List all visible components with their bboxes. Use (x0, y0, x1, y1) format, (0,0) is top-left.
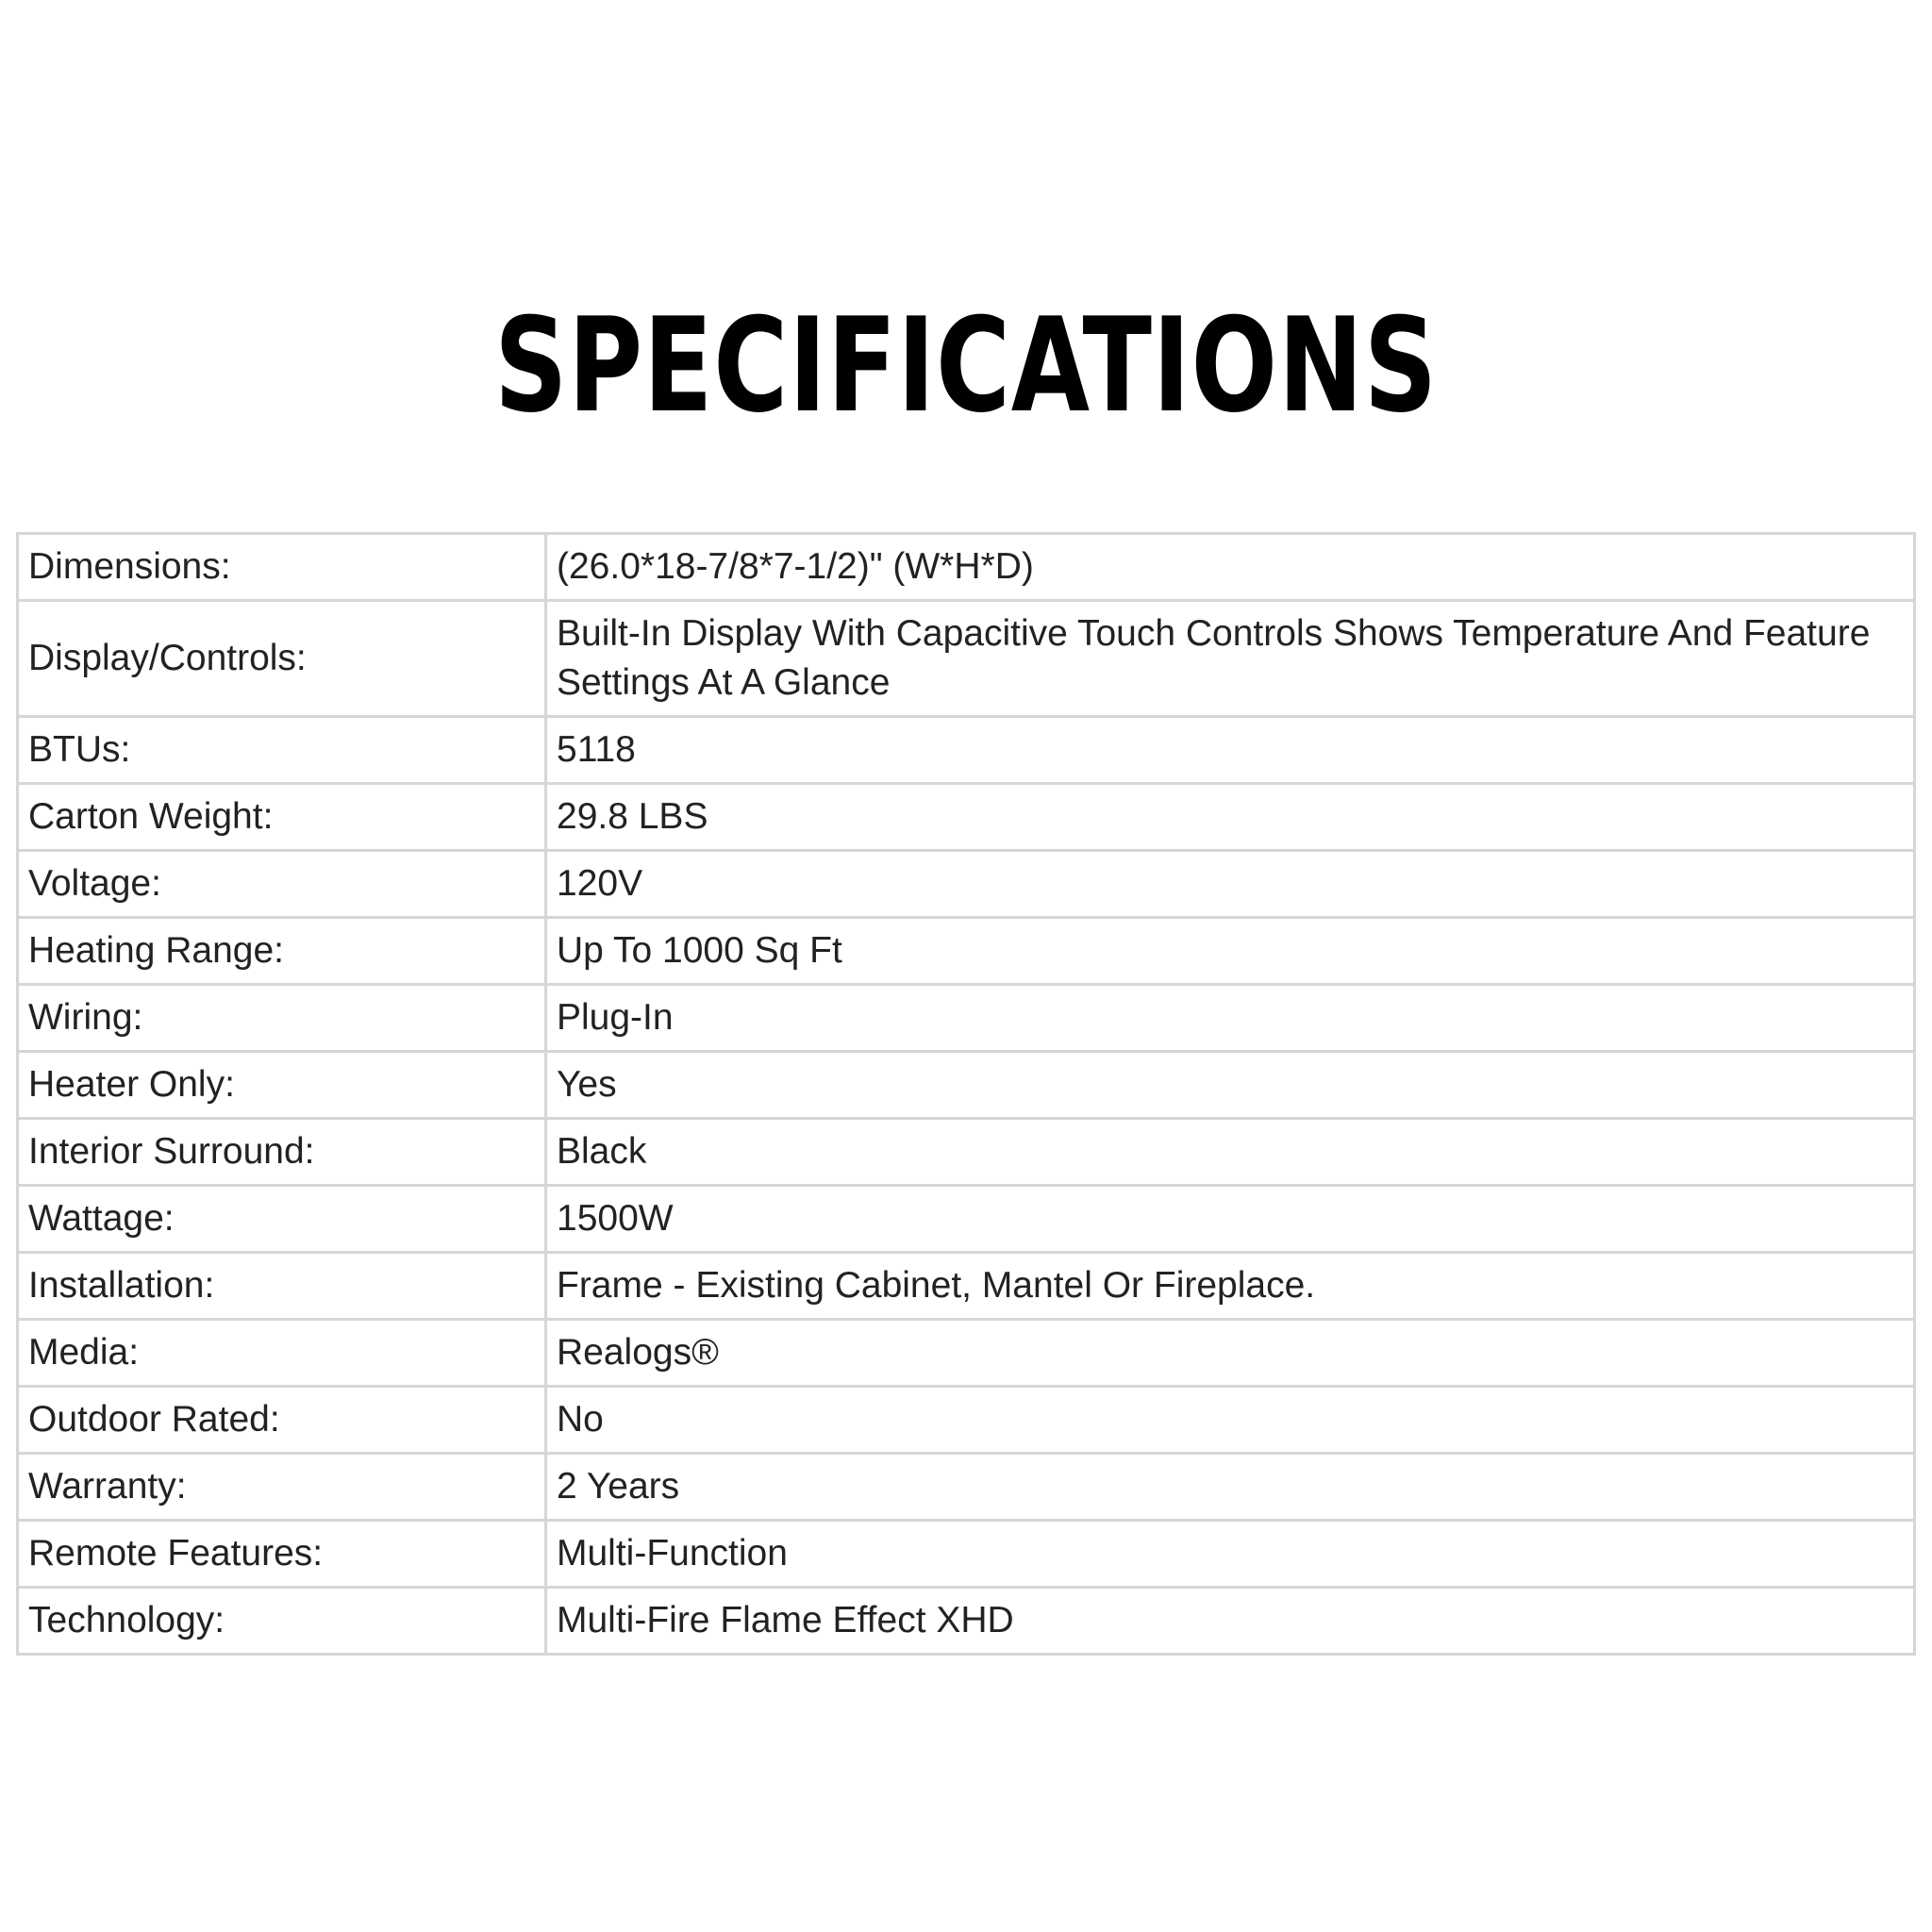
spec-value-technology: Multi-Fire Flame Effect XHD (546, 1588, 1915, 1655)
table-row (18, 601, 1915, 717)
spec-label-media: Media: (18, 1320, 546, 1387)
spec-label-wiring: Wiring: (18, 985, 546, 1052)
table-row (18, 985, 1915, 1052)
spec-label-heater-only: Heater Only: (18, 1052, 546, 1119)
spec-label-outdoor-rated: Outdoor Rated: (18, 1387, 546, 1454)
spec-value-display-controls: Built-In Display With Capacitive Touch Controls Shows Temperature And Feature Settings At A Glance (546, 601, 1915, 717)
spec-label-heating-range: Heating Range: (18, 918, 546, 985)
spec-value-interior-surround: Black (546, 1119, 1915, 1186)
table-row (18, 1119, 1915, 1186)
spec-value-voltage: 120V (546, 851, 1915, 918)
spec-label-btus: BTUs: (18, 717, 546, 784)
spec-value-wiring: Plug-In (546, 985, 1915, 1052)
table-row (18, 1052, 1915, 1119)
table-row (18, 534, 1915, 601)
spec-value-btus: 5118 (546, 717, 1915, 784)
table-row (18, 918, 1915, 985)
spec-value-remote-features: Multi-Function (546, 1521, 1915, 1588)
spec-label-remote-features: Remote Features: (18, 1521, 546, 1588)
spec-label-voltage: Voltage: (18, 851, 546, 918)
spec-label-warranty: Warranty: (18, 1454, 546, 1521)
spec-label-carton-weight: Carton Weight: (18, 784, 546, 851)
spec-value-warranty: 2 Years (546, 1454, 1915, 1521)
table-row (18, 1588, 1915, 1655)
spec-value-installation: Frame - Existing Cabinet, Mantel Or Fireplace. (546, 1253, 1915, 1320)
spec-value-carton-weight: 29.8 LBS (546, 784, 1915, 851)
spec-label-dimensions: Dimensions: (18, 534, 546, 601)
spec-label-wattage: Wattage: (18, 1186, 546, 1253)
table-row (18, 1454, 1915, 1521)
page-title: SPECIFICATIONS (493, 290, 1439, 441)
table-row (18, 784, 1915, 851)
spec-label-interior-surround: Interior Surround: (18, 1119, 546, 1186)
table-row (18, 1320, 1915, 1387)
table-row (18, 1186, 1915, 1253)
spec-label-installation: Installation: (18, 1253, 546, 1320)
spec-value-outdoor-rated: No (546, 1387, 1915, 1454)
spec-value-dimensions: (26.0*18-7/8*7-1/2)" (W*H*D) (546, 534, 1915, 601)
spec-label-display-controls: Display/Controls: (18, 601, 546, 717)
specifications-table (16, 532, 1916, 1656)
table-row (18, 1521, 1915, 1588)
table-row (18, 1387, 1915, 1454)
table-row (18, 1253, 1915, 1320)
spec-value-wattage: 1500W (546, 1186, 1915, 1253)
table-row (18, 851, 1915, 918)
table-row (18, 717, 1915, 784)
spec-value-media: Realogs® (546, 1320, 1915, 1387)
spec-label-technology: Technology: (18, 1588, 546, 1655)
spec-value-heating-range: Up To 1000 Sq Ft (546, 918, 1915, 985)
spec-value-heater-only: Yes (546, 1052, 1915, 1119)
